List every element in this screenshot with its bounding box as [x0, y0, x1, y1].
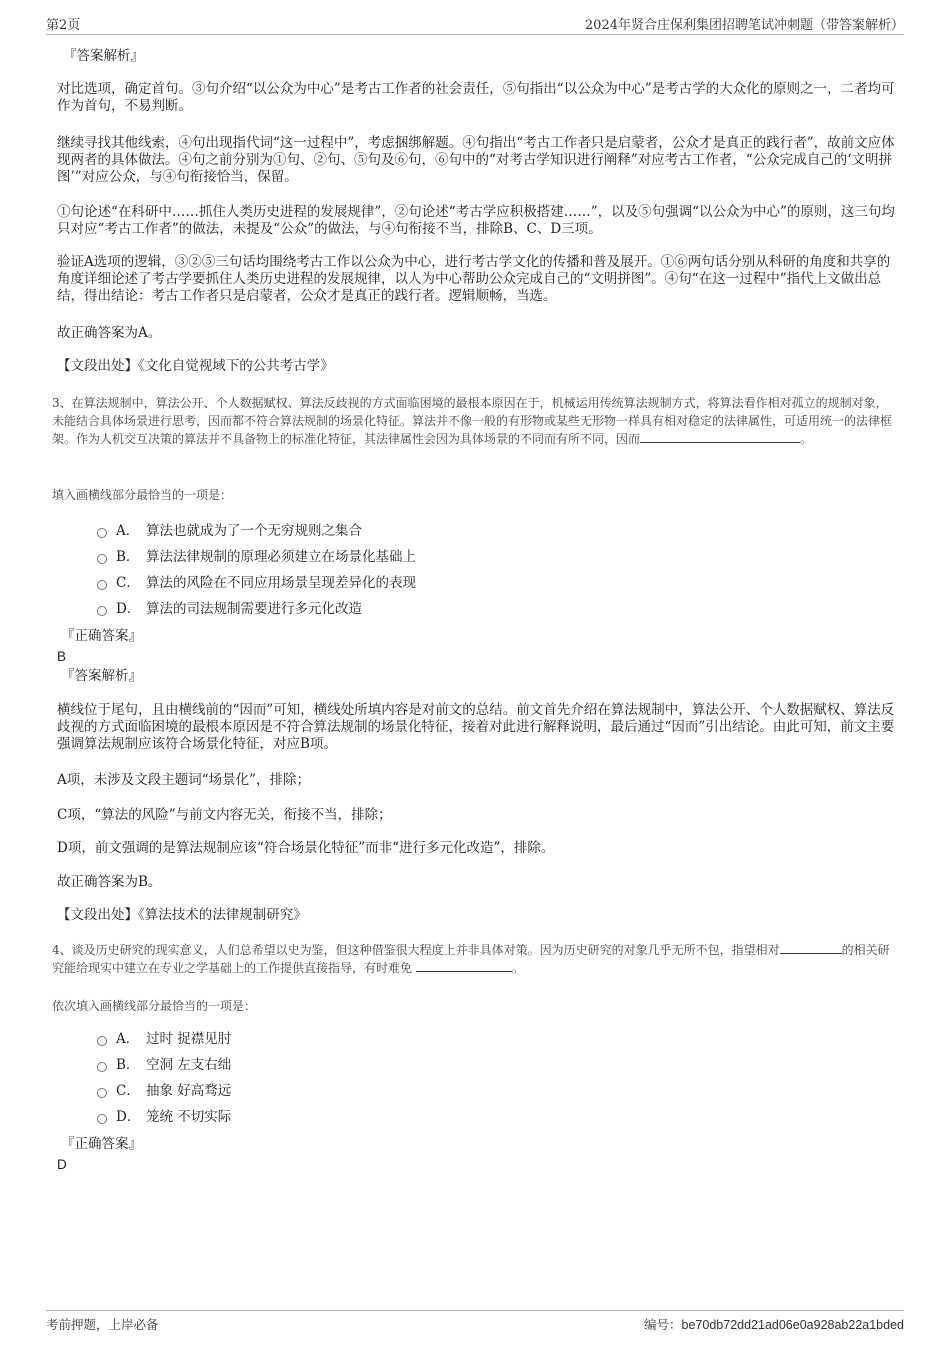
q4-option-d[interactable]: D． 笼统 不切实际: [97, 1104, 231, 1130]
q2-conclusion: 故正确答案为A。: [57, 325, 162, 341]
q4-answer-label: 『正确答案』: [61, 1136, 142, 1152]
radio-icon[interactable]: [97, 528, 107, 538]
radio-icon[interactable]: [97, 1036, 107, 1046]
radio-icon[interactable]: [97, 580, 107, 590]
q4-stem: 4、谈及历史研究的现实意义，人们总希望以史为鉴，但这种借鉴很大程度上并非具体对策。因为历史研究的对象几乎无所不包，指望相对 的相关研究能给现实中建立在专业之学基础上的工作提供直接指导，有时难免 。: [52, 943, 890, 975]
q2-source: 【文段出处】《文化自觉视域下的公共考古学》: [57, 358, 334, 374]
q2-analysis-para2: 继续寻找其他线索，④句出现指代词“这一过程中”，考虑捆绑解题。④句指出“考古工作者只是启蒙者，公众才是真正的践行者”，故前文应体现两者的具体做法。④句之前分别为①句、②句、⑤句及⑥句，⑥句中的“对考古学知识进行阐释”对应考古工作者，“公众完成自己的‘文明拼图’”对应公众，与④句衔接恰当，保留。: [57, 135, 895, 185]
q3-options: [57, 518, 416, 622]
q2-analysis-para1: 对比选项，确定首句。③句介绍“以公众为中心”是考古工作者的社会责任，⑤句指出“以公众为中心”是考古学的大众化的原则之一，二者均可作为首句，不易判断。: [57, 81, 895, 114]
q3-option-b[interactable]: B． 算法法律规制的原理必须建立在场景化基础上: [97, 544, 416, 570]
q4-options: [57, 1026, 231, 1130]
page-number: 第2页: [46, 18, 81, 33]
q4-option-c[interactable]: C． 抽象 好高骛远: [97, 1078, 231, 1104]
q4-prompt: 依次填入画横线部分最恰当的一项是：: [52, 999, 257, 1013]
page-header: [46, 14, 904, 35]
q3-analysis-para1: 横线位于尾句，且由横线前的“因而”可知，横线处所填内容是对前文的总结。前文首先介绍在算法规制中，算法公开、个人数据赋权、算法反歧视的方式面临困境的最根本原因是不符合算法规制的场景化特征，接着对此进行解释说明，最后通过“因而”引出结论。由此可知，前文主要强调算法规制应该符合场景化特征，对应B项。: [57, 702, 895, 752]
document-code: 编号：be70db72dd21ad06e0a928ab22a1bded: [644, 1317, 904, 1332]
q3-source: 【文段出处】《算法技术的法律规制研究》: [57, 907, 307, 923]
q3-analysis-label: 『答案解析』: [61, 668, 142, 684]
q3-conclusion: 故正确答案为B。: [57, 874, 162, 890]
q4-option-a[interactable]: A． 过时 捉襟见肘: [97, 1026, 231, 1052]
radio-icon[interactable]: [97, 1062, 107, 1072]
q2-analysis-para3: ①句论述“在科研中……抓住人类历史进程的发展规律”，②句论述“考古学应积极搭建……”，以及⑤句强调“以公众为中心”的原则，这三句均只对应“考古工作者”的做法，未提及“公众”的做法，与④句衔接不当，排除B、C、D三项。: [57, 204, 895, 237]
q4-option-b[interactable]: B． 空洞 左支右绌: [97, 1052, 231, 1078]
radio-icon[interactable]: [97, 1114, 107, 1124]
q2-analysis-para4: 验证A选项的逻辑，③②⑤三句话均围绕考古工作以公众为中心，进行考古学文化的传播和普及展开。①⑥两句话分别从科研的角度和共享的角度详细论述了考古学要抓住人类历史进程的发展规律，以人为中心帮助公众完成自己的“文明拼图”。④句“在这一过程中”指代上文做出总结，得出结论：考古工作者只是启蒙者，公众才是真正的践行者。逻辑顺畅，当选。: [57, 254, 891, 304]
q3-blank: [640, 430, 800, 443]
footer-slogan: 考前押题，上岸必备: [46, 1317, 159, 1332]
page-footer: [46, 1310, 904, 1331]
q3-answer-label: 『正确答案』: [61, 628, 142, 644]
q3-answer: B: [57, 649, 67, 664]
q3-analysis-para3: C项，“算法的风险”与前文内容无关，衔接不当，排除；: [57, 807, 392, 823]
radio-icon[interactable]: [97, 606, 107, 616]
q2-analysis-label: 『答案解析』: [63, 48, 144, 64]
q3-stem: 3、在算法规制中，算法公开、个人数据赋权、算法反歧视的方式面临困境的最根本原因在于，机械运用传统算法规制方式，将算法看作相对孤立的规制对象，未能结合具体场景进行思考，因而都不符合算法规制的场景化特征。算法并不像一般的有形物或某些无形物一样具有相对稳定的法律属性，可适用统一的法律框架。作为人机交互决策的算法并不具备物上的标准化特征，其法律属性会因为具体场景的不同而有所不同，因而 。: [52, 396, 893, 446]
q4-answer: D: [57, 1157, 67, 1172]
document-title: 2024年贤合庄保利集团招聘笔试冲刺题（带答案解析）: [584, 18, 904, 33]
radio-icon[interactable]: [97, 1088, 107, 1098]
q4-blank-2: [416, 959, 512, 972]
radio-icon[interactable]: [97, 554, 107, 564]
q3-option-c[interactable]: C． 算法的风险在不同应用场景呈现差异化的表现: [97, 570, 416, 596]
q3-analysis-para2: A项，未涉及文段主题词“场景化”，排除；: [57, 772, 311, 788]
q3-option-a[interactable]: A． 算法也就成为了一个无穷规则之集合: [97, 518, 416, 544]
q3-analysis-para4: D项，前文强调的是算法规制应该“符合场景化特征”而非“进行多元化改造”，排除。: [57, 840, 555, 856]
q3-option-d[interactable]: D． 算法的司法规制需要进行多元化改造: [97, 596, 416, 622]
q4-blank-1: [780, 941, 842, 954]
q3-prompt: 填入画横线部分最恰当的一项是：: [52, 488, 233, 502]
